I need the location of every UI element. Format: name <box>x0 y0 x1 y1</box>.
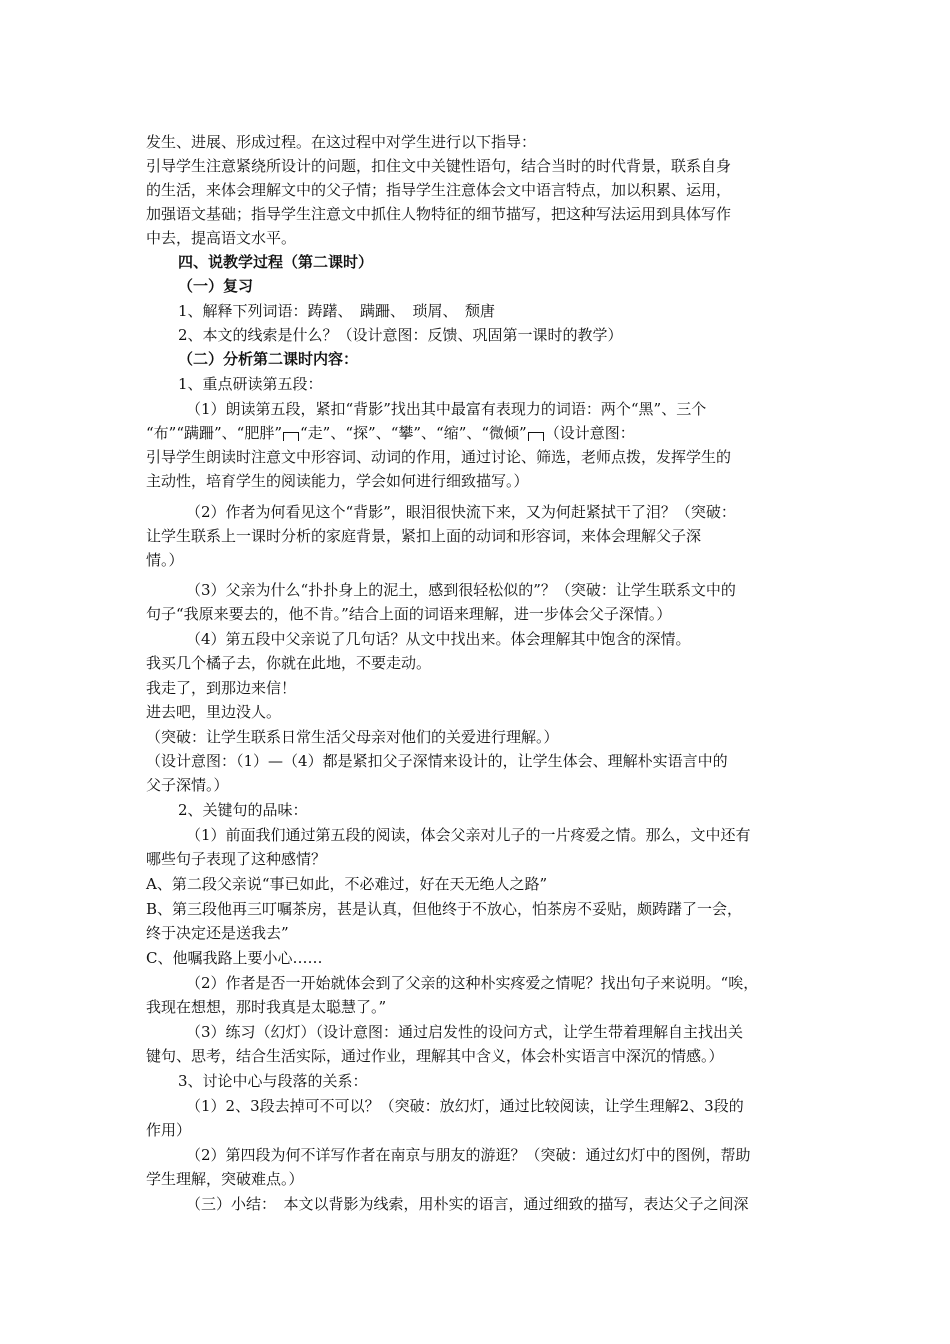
text-line: B、第三段他再三叮嘱茶房，甚是认真，但他终于不放心，怕茶房不妥贴，颇踌躇了一会， <box>146 900 743 918</box>
section-heading: 四、说教学过程（第二课时） <box>178 253 374 271</box>
text-line: 父子深情。） <box>146 776 229 794</box>
text-line: 1、解释下列词语：踌躇、 蹒跚、 琐屑、 颓唐 <box>178 302 496 320</box>
text-line: 2、本文的线索是什么？（设计意图：反馈、巩固第一课时的教学） <box>178 326 623 344</box>
text-line: 发生、进展、形成过程。在这过程中对学生进行以下指导： <box>146 133 537 151</box>
text-line: 键句、思考，结合生活实际，通过作业，理解其中含义，体会朴实语言中深沉的情感。） <box>146 1047 724 1065</box>
text-line: （1）2、3段去掉可不可以？（突破：放幻灯，通过比较阅读，让学生理解2、3段的 <box>186 1097 744 1115</box>
text-line: （突破：让学生联系日常生活父母亲对他们的关爱进行理解。） <box>146 728 559 746</box>
text-segment: “布”“蹒跚”、“肥胖” <box>146 424 283 442</box>
text-line: 作用） <box>146 1121 192 1139</box>
text-line: 3、讨论中心与段落的关系： <box>178 1072 368 1090</box>
text-line: 学生理解，突破难点。） <box>146 1170 304 1188</box>
text-line: 终于决定还是送我去” <box>146 924 289 942</box>
text-line: 中去，提高语文水平。 <box>146 229 297 247</box>
text-line: 进去吧，里边没人。 <box>146 703 282 721</box>
text-line: 我走了，到那边来信！ <box>146 679 297 697</box>
text-line: （设计意图：（1）—（4）都是紧扣父子深情来设计的，让学生体会、理解朴实语言中的 <box>146 752 728 770</box>
text-line: 引导学生朗读时注意文中形容词、动词的作用，通过讨论、筛选，老师点拨，发挥学生的 <box>146 448 732 466</box>
text-line: 我现在想想，那时我真是太聪慧了。” <box>146 998 387 1016</box>
text-line: 2、关键句的品味： <box>178 801 308 819</box>
text-line: A、第二段父亲说“事已如此，不必难过，好在天无绝人之路” <box>146 875 548 893</box>
text-line: （2）第四段为何不详写作者在南京与朋友的游逛？（突破：通过幻灯中的图例，帮助 <box>186 1146 751 1164</box>
text-line: 主动性，培育学生的阅读能力，学会如何进行细致描写。） <box>146 472 529 490</box>
text-line: （3）父亲为什么“扑扑身上的泥土，感到很轻松似的”？（突破：让学生联系文中的 <box>186 581 736 599</box>
text-line: 我买几个橘子去，你就在此地，不要走动。 <box>146 654 432 672</box>
subsection-heading: （二）分析第二课时内容： <box>178 350 359 368</box>
text-line: 句子“我原来要去的，他不肯。”结合上面的词语来理解，进一步体会父子深情。） <box>146 605 672 623</box>
text-line: C、他嘱我路上要小心…… <box>146 949 323 967</box>
text-line: （三）小结： 本文以背影为线索，用朴实的语言，通过细致的描写，表达父子之间深 <box>186 1195 749 1213</box>
bracket-mark-icon <box>528 432 544 441</box>
text-line: （3）练习（幻灯）（设计意图：通过启发性的设问方式，让学生带着理解自主找出关 <box>186 1023 744 1041</box>
text-line-with-marks <box>146 421 635 445</box>
text-line: 的生活，来体会理解文中的父子情；指导学生注意体会文中语言特点，加以积累、运用， <box>146 181 732 199</box>
text-line: 哪些句子表现了这种感情？ <box>146 850 327 868</box>
text-line: （2）作者为何看见这个“背影”，眼泪很快流下来，又为何赶紧拭干了泪？（突破： <box>186 503 736 521</box>
bracket-mark-icon <box>283 432 299 441</box>
text-line: （1）前面我们通过第五段的阅读，体会父亲对儿子的一片疼爱之情。那么，文中还有 <box>186 826 751 844</box>
text-line: （2）作者是否一开始就体会到了父亲的这种朴实疼爱之情呢？找出句子来说明。“唉， <box>186 974 759 992</box>
text-line: 让学生联系上一课时分析的家庭背景，紧扣上面的动词和形容词，来体会理解父子深 <box>146 527 702 545</box>
text-line: 情。） <box>146 551 184 569</box>
subsection-heading: （一）复习 <box>178 277 254 295</box>
text-line: （1）朗读第五段，紧扣“背影”找出其中最富有表现力的词语：两个“黑”、三个 <box>186 400 707 418</box>
text-segment: “走”、“探”、“攀”、“缩”、“微倾” <box>300 424 527 442</box>
text-line: 加强语文基础；指导学生注意文中抓住人物特征的细节描写，把这种写法运用到具体写作 <box>146 205 732 223</box>
text-segment: （设计意图： <box>544 424 635 442</box>
text-line: 引导学生注意紧绕所设计的问题，扣住文中关键性语句，结合当时的时代背景，联系自身 <box>146 157 732 175</box>
text-line: 1、重点研读第五段： <box>178 375 323 393</box>
text-line: （4）第五段中父亲说了几句话？从文中找出来。体会理解其中饱含的深情。 <box>186 630 691 648</box>
